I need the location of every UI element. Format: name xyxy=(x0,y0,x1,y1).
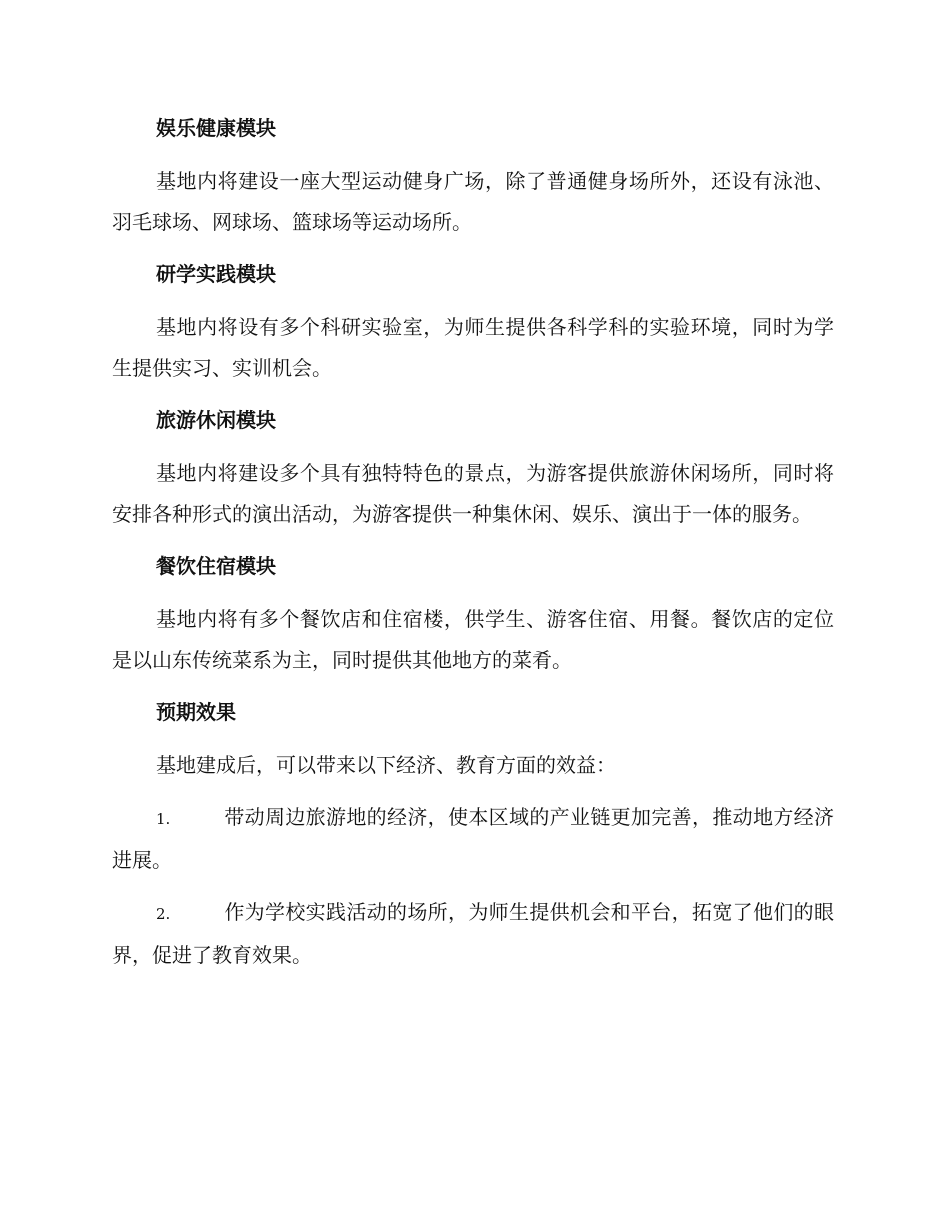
heading-research: 研学实践模块 xyxy=(156,262,276,286)
paragraph-effects-intro: 基地建成后，可以带来以下经济、教育方面的效益： xyxy=(156,753,616,777)
list-item xyxy=(112,797,834,881)
heading-catering: 餐饮住宿模块 xyxy=(156,554,276,578)
paragraph-catering: 基地内将有多个餐饮店和住宿楼，供学生、游客住宿、用餐。餐饮店的定位是以山东传统菜系为主，同时提供其他地方的菜肴。 xyxy=(112,607,834,672)
list-item xyxy=(112,892,834,976)
document-page xyxy=(112,108,834,987)
heading-tourism: 旅游休闲模块 xyxy=(156,408,276,432)
list-item-text: 带动周边旅游地的经济，使本区域的产业链更加完善，推动地方经济进展。 xyxy=(112,805,834,872)
list-item-number: 1. xyxy=(156,810,171,828)
paragraph-research: 基地内将设有多个科研实验室，为师生提供各科学科的实验环境，同时为学生提供实习、实训机会。 xyxy=(112,315,834,380)
paragraph-entertainment: 基地内将建设一座大型运动健身广场，除了普通健身场所外，还设有泳池、羽毛球场、网球场、篮球场等运动场所。 xyxy=(112,169,834,234)
list-item-number: 2. xyxy=(156,905,171,923)
paragraph-tourism: 基地内将建设多个具有独特特色的景点，为游客提供旅游休闲场所，同时将安排各种形式的演出活动，为游客提供一种集休闲、娱乐、演出于一体的服务。 xyxy=(112,461,834,526)
heading-entertainment: 娱乐健康模块 xyxy=(156,116,276,140)
list-item-text: 作为学校实践活动的场所，为师生提供机会和平台，拓宽了他们的眼界，促进了教育效果。 xyxy=(112,900,834,967)
heading-effects: 预期效果 xyxy=(156,700,236,724)
